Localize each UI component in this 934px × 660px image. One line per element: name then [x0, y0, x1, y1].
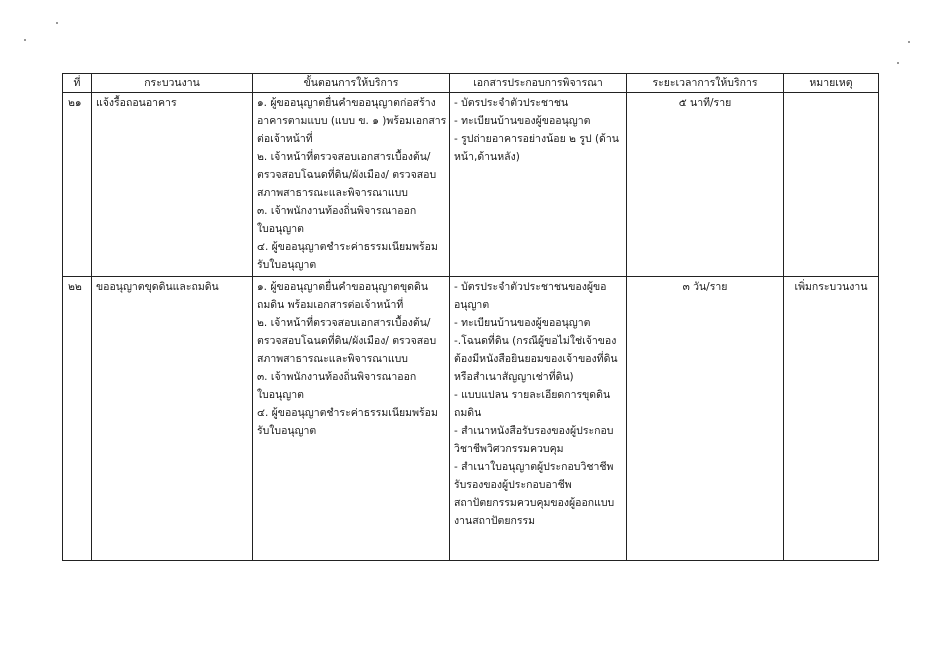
step-line: รับใบอนุญาต [257, 425, 317, 437]
scan-speck [908, 41, 910, 43]
header-documents: เอกสารประกอบการพิจารณา [450, 74, 627, 93]
step-line: ๒. เจ้าหน้าที่ตรวจสอบเอกสารเบื้องต้น/ [257, 151, 431, 163]
document-line: งานสถาปัตยกรรม [454, 515, 536, 527]
scan-speck [897, 62, 899, 64]
step-line: ๑. ผู้ขออนุญาตยื่นคำขออนุญาตก่อสร้าง [257, 97, 436, 109]
remark [784, 93, 879, 277]
document-line: ต้องมีหนังสือยินยอมของเจ้าของที่ดิน [454, 353, 618, 365]
step-line: ๓. เจ้าพนักงานท้องถิ่นพิจารณาออก [257, 371, 417, 383]
table-row [63, 277, 879, 561]
required-documents [450, 93, 627, 277]
process-name: ขออนุญาตขุดดินและถมดิน [92, 277, 253, 561]
table-row [63, 93, 879, 277]
document-line: - ทะเบียนบ้านของผู้ขออนุญาต [454, 317, 591, 329]
step-line: อาคารตามแบบ (แบบ ข. ๑ )พร้อมเอกสาร [257, 115, 447, 127]
row-number: ๒๑ [63, 93, 92, 277]
document-line: วิชาชีพวิศวกรรมควบคุม [454, 443, 564, 455]
document-line: - แบบแปลน รายละเอียดการขุดดิน [454, 389, 611, 401]
scan-speck [24, 39, 26, 41]
step-line: ๒. เจ้าหน้าที่ตรวจสอบเอกสารเบื้องต้น/ [257, 317, 431, 329]
document-line: - รูปถ่ายอาคารอย่างน้อย ๒ รูป (ด้าน [454, 133, 619, 145]
document-line: - สำเนาหนังสือรับรองของผู้ประกอบ [454, 425, 614, 437]
scan-speck [56, 22, 58, 24]
step-line: สภาพสาธารณะและพิจารณาแบบ [257, 353, 408, 365]
service-steps [253, 277, 450, 561]
step-line: ตรวจสอบโฉนดที่ดิน/ผังเมือง/ ตรวจสอบ [257, 169, 437, 181]
step-line: ถมดิน พร้อมเอกสารต่อเจ้าหน้าที่ [257, 299, 404, 311]
service-duration: ๕ นาที/ราย [627, 93, 784, 277]
document-line: - บัตรประจำตัวประชาชนของผู้ขอ [454, 281, 607, 293]
step-line: ๔. ผู้ขออนุญาตชำระค่าธรรมเนียมพร้อม [257, 407, 438, 419]
header-duration: ระยะเวลาการให้บริการ [627, 74, 784, 93]
header-remark: หมายเหตุ [784, 74, 879, 93]
document-line: - บัตรประจำตัวประชาชน [454, 97, 569, 109]
service-duration: ๓ วัน/ราย [627, 277, 784, 561]
header-no: ที่ [63, 74, 92, 93]
header-steps: ขั้นตอนการให้บริการ [253, 74, 450, 93]
process-name: แจ้งรื้อถอนอาคาร [92, 93, 253, 277]
step-line: ๑. ผู้ขออนุญาตยื่นคำขออนุญาตขุดดิน [257, 281, 428, 293]
row-number: ๒๒ [63, 277, 92, 561]
step-line: ต่อเจ้าหน้าที่ [257, 133, 313, 145]
document-line: - สำเนาใบอนุญาตผู้ประกอบวิชาชีพ [454, 461, 614, 473]
step-line: ใบอนุญาต [257, 223, 304, 235]
step-line: ๔. ผู้ขออนุญาตชำระค่าธรรมเนียมพร้อม [257, 241, 438, 253]
document-line: - ทะเบียนบ้านของผู้ขออนุญาต [454, 115, 591, 127]
step-line: ตรวจสอบโฉนดที่ดิน/ผังเมือง/ ตรวจสอบ [257, 335, 437, 347]
document-line: รับรองของผู้ประกอบอาชีพ [454, 479, 572, 491]
document-line: หรือสำเนาสัญญาเช่าที่ดิน) [454, 371, 574, 383]
service-procedures-table [62, 73, 879, 561]
table-header-row [63, 74, 879, 93]
header-process: กระบวนงาน [92, 74, 253, 93]
document-line: หน้า,ด้านหลัง) [454, 151, 520, 163]
step-line: สภาพสาธารณะและพิจารณาแบบ [257, 187, 408, 199]
document-line: -.โฉนดที่ดิน (กรณีผู้ขอไม่ใช่เจ้าของ [454, 335, 617, 347]
remark: เพิ่มกระบวนงาน [784, 277, 879, 561]
required-documents [450, 277, 627, 561]
document-line: อนุญาต [454, 299, 490, 311]
document-line: ถมดิน [454, 407, 482, 419]
step-line: ๓. เจ้าพนักงานท้องถิ่นพิจารณาออก [257, 205, 417, 217]
step-line: ใบอนุญาต [257, 389, 304, 401]
service-steps [253, 93, 450, 277]
document-line: สถาปัตยกรรมควบคุมของผู้ออกแบบ [454, 497, 615, 509]
step-line: รับใบอนุญาต [257, 259, 317, 271]
